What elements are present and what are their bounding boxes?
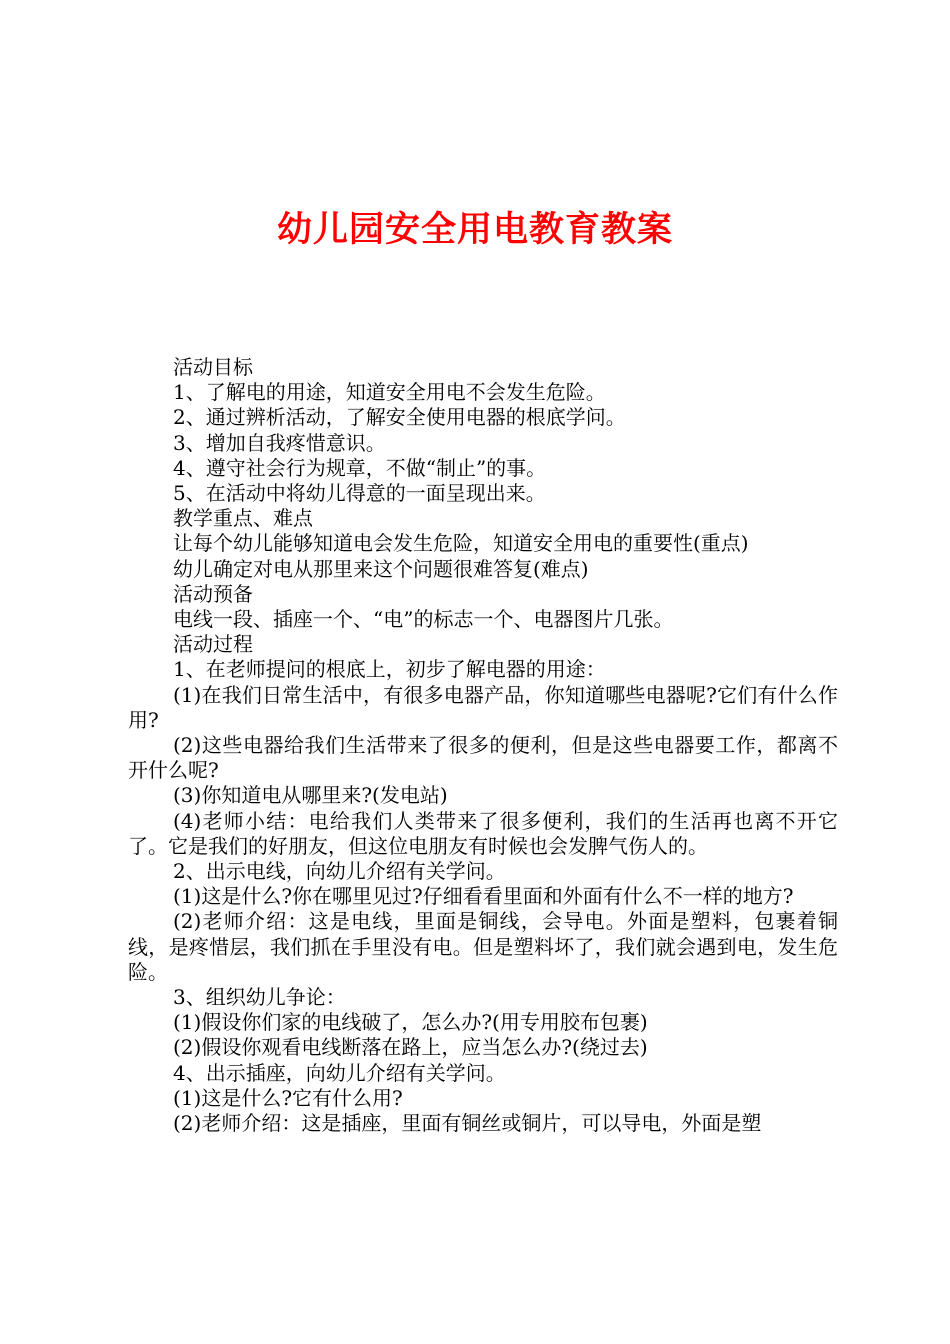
- paragraph: (4)老师小结：电给我们人类带来了很多便利，我们的生活再也离不开它了。它是我们的好朋友，但这位电朋友有时候也会发脾气伤人的。: [128, 808, 838, 858]
- paragraph: (2)假设你观看电线断落在路上，应当怎么办?(绕过去): [173, 1035, 648, 1060]
- paragraph: 3、组织幼儿争论：: [173, 985, 346, 1010]
- paragraph: (1)假设你们家的电线破了，怎么办?(用专用胶布包裹): [173, 1010, 648, 1035]
- paragraph: 2、通过辨析活动，了解安全使用电器的根底学问。: [173, 405, 626, 430]
- paragraph: 5、在活动中将幼儿得意的一面呈现出来。: [173, 481, 546, 506]
- paragraph: 教学重点、难点: [173, 506, 313, 531]
- paragraph: 活动目标: [173, 355, 253, 379]
- paragraph: 1、了解电的用途，知道安全用电不会发生危险。: [173, 380, 606, 405]
- paragraph: (2)老师介绍：这是插座，里面有铜丝或铜片，可以导电，外面是塑: [173, 1111, 762, 1136]
- paragraph: (1)这是什么?它有什么用?: [173, 1085, 403, 1110]
- paragraph: 4、出示插座，向幼儿介绍有关学问。: [173, 1060, 506, 1085]
- paragraph: (1)在我们日常生活中，有很多电器产品，你知道哪些电器呢?它们有什么作用?: [128, 682, 838, 732]
- document-title: 幼儿园安全用电教育教案: [276, 209, 673, 250]
- paragraph: 3、增加自我疼惜意识。: [173, 430, 386, 455]
- paragraph: (1)这是什么?你在哪里见过?仔细看看里面和外面有什么不一样的地方?: [173, 884, 794, 909]
- paragraph: 活动预备: [173, 581, 253, 606]
- paragraph: 电线一段、插座一个、“电”的标志一个、电器图片几张。: [173, 607, 674, 632]
- paragraph: (2)老师介绍：这是电线，里面是铜线，会导电。外面是塑料，包裹着铜线，是疼惜层，我们抓在手里没有电。但是塑料坏了，我们就会遇到电，发生危险。: [128, 909, 838, 984]
- paragraph: (2)这些电器给我们生活带来了很多的便利，但是这些电器要工作，都离不开什么呢?: [128, 733, 838, 783]
- paragraph: 让每个幼儿能够知道电会发生危险，知道安全用电的重要性(重点): [173, 531, 749, 556]
- paragraph: 幼儿确定对电从那里来这个问题很难答复(难点): [173, 556, 589, 581]
- paragraph: 活动过程: [173, 632, 253, 657]
- paragraph: 1、在老师提问的根底上，初步了解电器的用途：: [173, 657, 606, 682]
- paragraph: (3)你知道电从哪里来?(发电站): [173, 783, 448, 808]
- paragraph: 4、遵守社会行为规章，不做“制止”的事。: [173, 455, 547, 480]
- paragraph: 2、出示电线，向幼儿介绍有关学问。: [173, 859, 506, 884]
- document-body: [128, 355, 838, 1136]
